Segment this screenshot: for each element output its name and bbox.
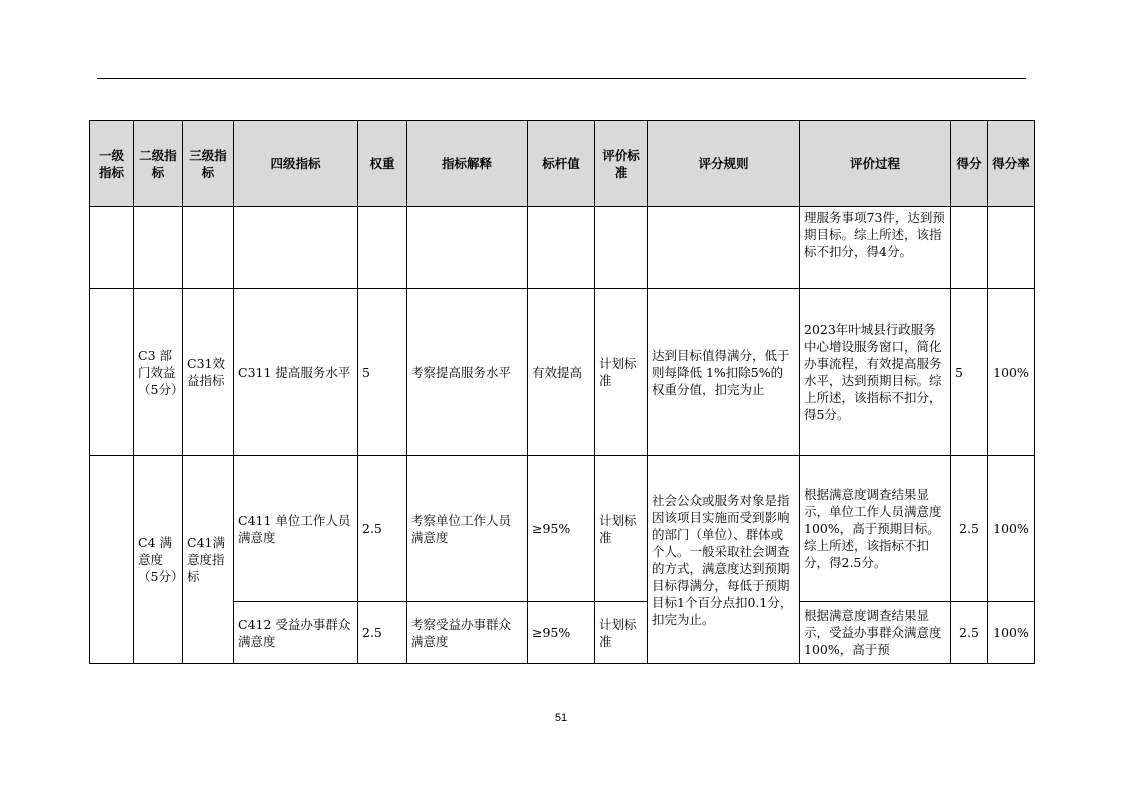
benchmark-cell: 有效提高 (528, 289, 595, 456)
header-level2: 二级指标 (134, 121, 183, 207)
header-benchmark: 标杆值 (528, 121, 595, 207)
table-row (90, 289, 1035, 456)
level4-cell: C311 提高服务水平 (234, 289, 358, 456)
level3-cell: C31效益指标 (183, 289, 234, 456)
header-rule: 评分规则 (648, 121, 800, 207)
level2-cell: C3 部门效益（5分） (134, 289, 183, 456)
header-explain: 指标解释 (407, 121, 528, 207)
header-level4: 四级指标 (234, 121, 358, 207)
level3-cell: C41满意度指标 (183, 456, 234, 664)
header-row (90, 121, 1035, 207)
level4-cell: C411 单位工作人员满意度 (234, 456, 358, 602)
evaluation-table (89, 120, 1035, 664)
page-number: 51 (554, 712, 568, 724)
standard-cell: 计划标准 (595, 602, 648, 664)
standard-cell: 计划标准 (595, 456, 648, 602)
level2-cell: C4 满意度（5分） (134, 456, 183, 664)
header-weight: 权重 (358, 121, 407, 207)
table-row (90, 456, 1035, 602)
weight-cell: 2.5 (358, 602, 407, 664)
level4-cell: C412 受益办事群众满意度 (234, 602, 358, 664)
rate-cell: 100% (988, 602, 1035, 664)
header-rate: 得分率 (988, 121, 1035, 207)
process-cell: 根据满意度调查结果显示，单位工作人员满意度100%，高于预期目标。综上所述，该指标不扣分，得2.5分。 (800, 456, 951, 602)
score-cell: 2.5 (951, 456, 988, 602)
header-level1: 一级指标 (90, 121, 134, 207)
rule-cell: 达到目标值得满分，低于则每降低 1%扣除5%的权重分值，扣完为止 (648, 289, 800, 456)
rule-cell: 社会公众或服务对象是指因该项目实施而受到影响的部门（单位）、群体或个人。一般采取社会调查的方式，满意度达到预期目标得满分，每低于预期目标1个百分点扣0.1分，扣完为止。 (648, 456, 800, 664)
score-cell: 2.5 (951, 602, 988, 664)
process-cell: 根据满意度调查结果显示，受益办事群众满意度100%，高于预 (800, 602, 951, 664)
benchmark-cell: ≥95% (528, 602, 595, 664)
header-score: 得分 (951, 121, 988, 207)
rate-cell: 100% (988, 456, 1035, 602)
explain-cell: 考察单位工作人员满意度 (407, 456, 528, 602)
standard-cell: 计划标准 (595, 289, 648, 456)
weight-cell: 5 (358, 289, 407, 456)
rate-cell: 100% (988, 289, 1035, 456)
score-cell: 5 (951, 289, 988, 456)
table-row (90, 207, 1035, 289)
explain-cell: 考察提高服务水平 (407, 289, 528, 456)
process-cell: 2023年叶城县行政服务中心增设服务窗口，简化办事流程，有效提高服务水平，达到预期目标。综上所述，该指标不扣分，得5分。 (800, 289, 951, 456)
header-process: 评价过程 (800, 121, 951, 207)
explain-cell: 考察受益办事群众满意度 (407, 602, 528, 664)
header-standard: 评价标准 (595, 121, 648, 207)
header-rule (97, 78, 1026, 79)
benchmark-cell: ≥95% (528, 456, 595, 602)
weight-cell: 2.5 (358, 456, 407, 602)
process-cell: 理服务事项73件，达到预期目标。综上所述，该指标不扣分，得4分。 (800, 207, 951, 289)
header-level3: 三级指标 (183, 121, 234, 207)
